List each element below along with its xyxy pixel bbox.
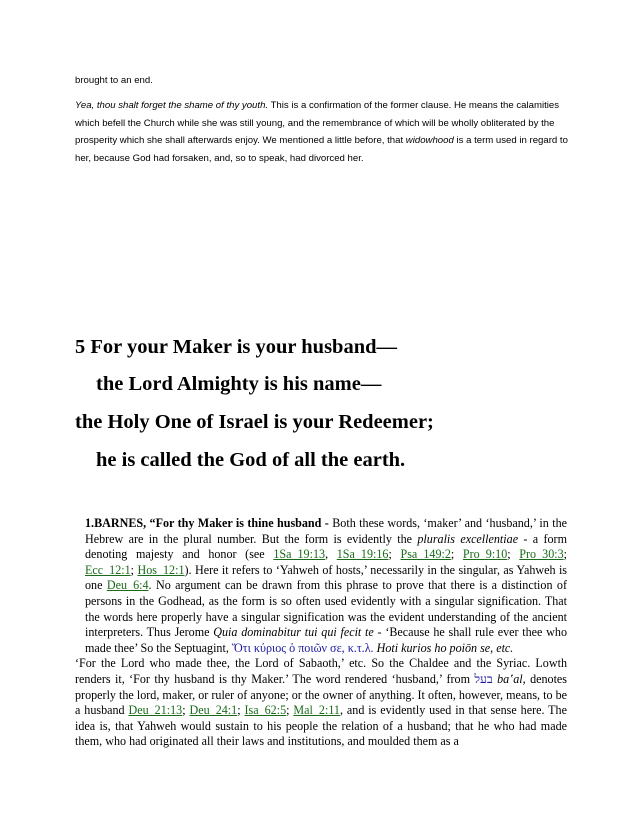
phrase-lead: Yea, thou shalt forget the shame of thy youth. xyxy=(75,100,269,111)
scripture-link[interactable]: Deu_21:13 xyxy=(128,703,183,718)
hebrew-text: בעל xyxy=(474,671,493,686)
scripture-link[interactable]: Isa_62:5 xyxy=(244,703,287,718)
commentary-paragraph xyxy=(75,97,575,167)
scripture-link[interactable]: 1Sa_19:13 xyxy=(273,547,326,562)
scripture-link[interactable]: 1Sa_19:16 xyxy=(336,547,389,562)
para-text-a: This is a confirmation of the former clause. He means the calamities which befell the Church while she was still young, and the remembrance of which will be wholly obliterated by the prosperity which she shall afterwards enjoy. We mentioned a little before, that xyxy=(75,100,560,146)
scripture-link[interactable]: Deu_24:1 xyxy=(189,703,238,718)
scripture-link[interactable]: Psa_149:2 xyxy=(400,547,451,562)
greek-text: Ὅτι κύριος ὁ ποιῶν σε, κ.τ.λ. xyxy=(231,640,374,655)
scripture-link[interactable]: Ecc_12:1 xyxy=(85,562,131,577)
scripture-link[interactable]: Pro_9:10 xyxy=(462,547,508,562)
verse-line-3: the Holy One of Israel is your Redeemer; xyxy=(75,411,434,433)
scripture-link[interactable]: Mal_2:11 xyxy=(293,703,340,718)
scripture-link[interactable]: Deu_6:4 xyxy=(106,578,149,593)
end-line: brought to an end. xyxy=(75,75,153,86)
verse-line-2: the Lord Almighty is his name— xyxy=(96,373,382,395)
para-text-b: is a term used in regard to her, because God had forsaken, and, so to speak, had divorced her. xyxy=(75,135,568,164)
widowhood-word: widowhood xyxy=(405,135,454,146)
verse-line-4: he is called the God of all the earth. xyxy=(96,449,406,471)
commentary-heading: 1.BARNES, “For thy Maker is thine husband - xyxy=(85,516,329,530)
barnes-commentary: 1.BARNES, “For thy Maker is thine husband - Both these words, ‘maker’ and ‘husband,’ in the Hebrew are in the plural number. But the form is evidently the pluralis excellentiae - a form denoting majesty and honor (see 1Sa_19:13, 1Sa_19:16; Psa_149:2; Pro_9:10; Pro_30:3; Ecc_12:1; Hos_12:1). Here it refers to ‘Yahweh of hosts,’ necessarily in the singular, as Yahweh is one Deu_6:4. No argument can be drawn from this phrase to prove that there is a distinction of persons in the Godhead, as the form is so often used evidently with a singular signification. That the words here properly have a singular signification was the evident understanding of the ancient interpreters. Thus Jerome Quia dominabitur tui qui fecit te - ‘Because he shall rule ever thee who made thee’ So the Septuagint, Ὅτι κύριος ὁ ποιῶν σε, κ.τ.λ. Hoti kurios ho poiōn se, etc. ‘For the Lord who made thee, the Lord of Sabaoth,’ etc. So the Chaldee and the Syriac. Lowth renders it, ‘For thy husband is thy Maker.’ The word rendered ‘husband,’ from בעל ba‛al, denotes properly the lord, maker, or ruler of anyone; or the owner of anything. It often, however, means, to be a husband Deu_21:13; Deu_24:1; Isa_62:5; Mal_2:11, and is evidently used in that sense here. The idea is, that Yahweh would sustain to his people the relation of a husband; that he who had made them, who had originated all their laws and institutions, and moulded them as a xyxy=(75,516,568,749)
continued-text xyxy=(75,72,575,90)
verse-line-1: 5 For your Maker is your husband— xyxy=(75,336,397,358)
scripture-link[interactable]: Pro_30:3 xyxy=(519,547,564,562)
scripture-link[interactable]: Hos_12:1 xyxy=(137,562,185,577)
